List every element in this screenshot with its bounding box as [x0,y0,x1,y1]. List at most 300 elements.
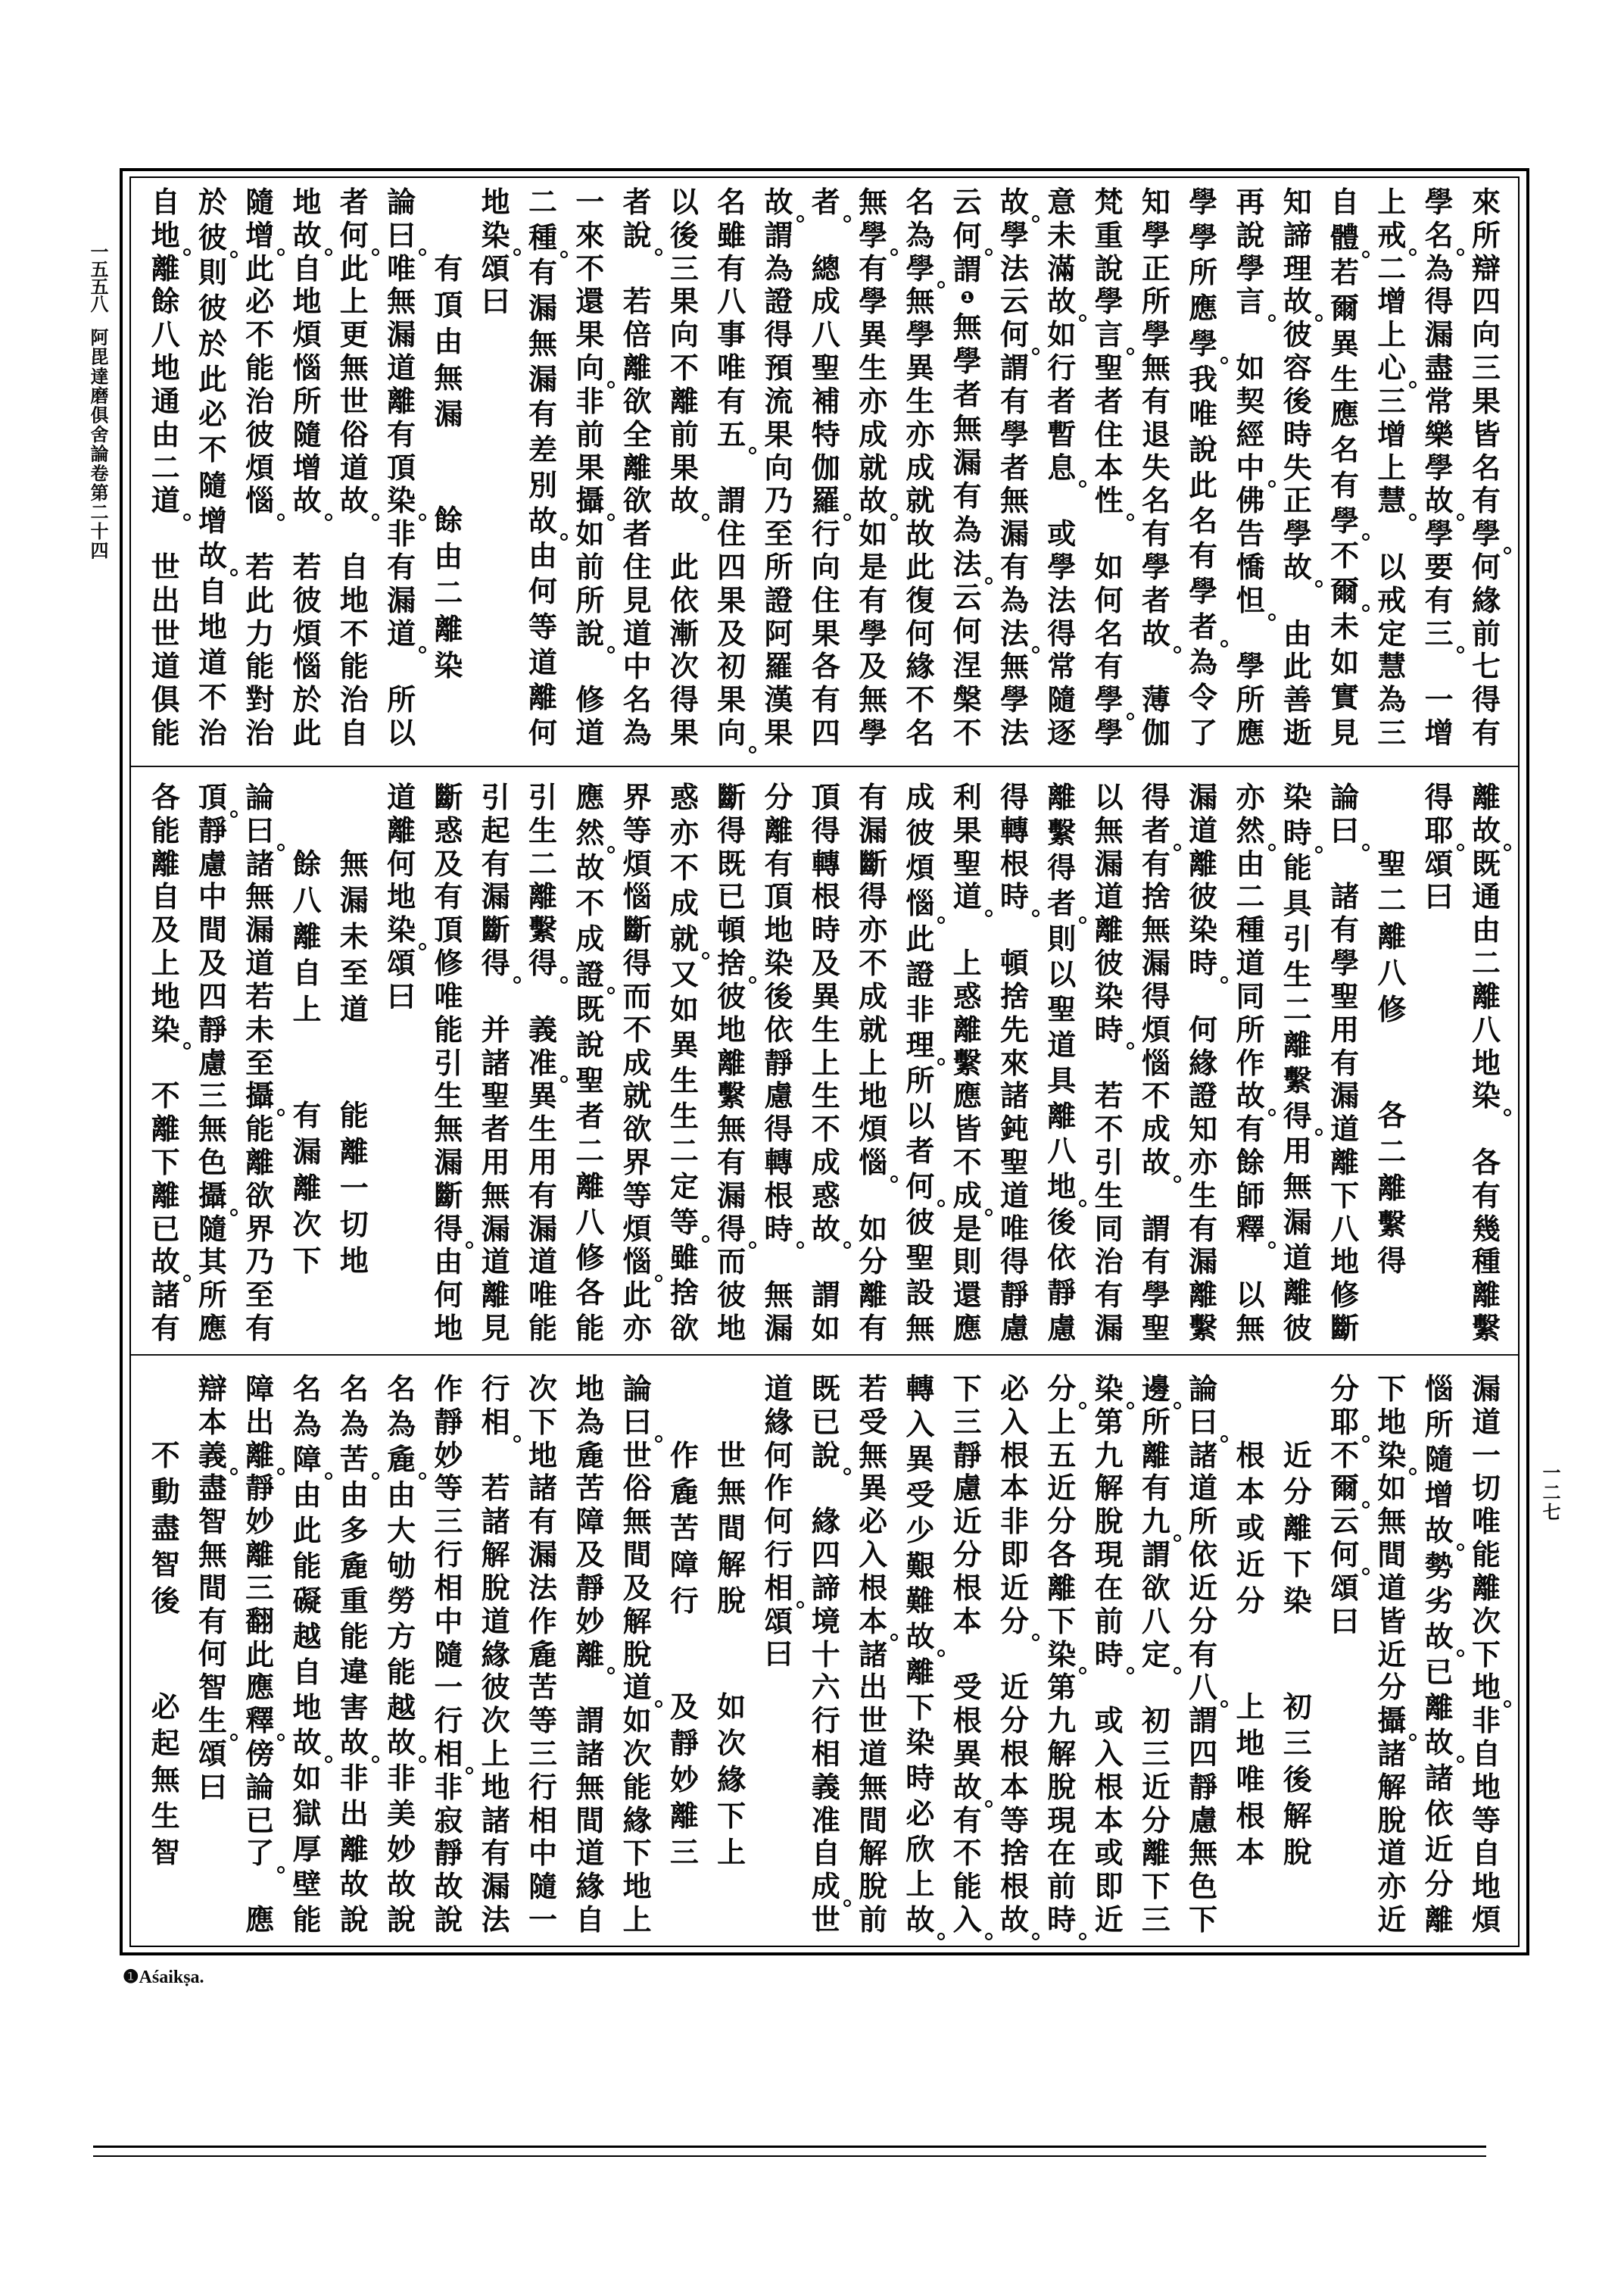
character: 攝 [243,1079,276,1113]
punctuation-mark [655,1435,662,1443]
character: 行 [434,1703,463,1738]
character: 由 [339,1478,369,1512]
character: 脫 [481,1570,510,1605]
character: 唯 [999,1211,1029,1246]
character: 故 [951,1771,984,1804]
character: 異 [811,978,840,1013]
character: 有 [1330,913,1360,947]
character: 麁 [339,1548,369,1583]
character: 異 [859,1471,888,1506]
character: 學 [1094,284,1124,319]
character: 此 [622,1278,652,1312]
character: 中 [1234,451,1267,485]
verse-line [291,1097,324,1279]
character: 三 [1377,716,1407,750]
punctuation-mark [655,248,662,256]
character: 學 [1189,220,1218,254]
character: 名 [292,1372,322,1406]
character: 世 [151,616,180,651]
character: 如 [859,1211,888,1246]
character: 近 [1377,1902,1407,1937]
character: 學 [1186,327,1220,360]
character: 故 [998,1903,1031,1937]
character: 靜 [764,1045,793,1080]
character: 爾 [1328,575,1361,608]
character: 前 [859,1902,888,1937]
character: 時 [906,1761,935,1796]
character: 下 [292,1244,322,1278]
character: 違 [339,1654,369,1689]
character: 生 [151,1799,180,1833]
character: 上 [1377,317,1407,352]
character: 地 [1330,1244,1360,1279]
character: 由 [434,1244,463,1279]
blank-space [856,1179,890,1212]
character: 無 [1189,1836,1218,1871]
character: 法 [999,251,1029,286]
character: 欣 [906,1831,935,1866]
character: 有 [528,1178,557,1212]
character: 同 [1094,1211,1124,1246]
character: 染 [385,913,418,947]
blank-space [621,252,654,286]
bottom-rule [93,2146,1486,2148]
text-column [668,781,701,1345]
character: 能 [952,1869,982,1904]
character: 隨 [292,417,322,451]
character: 羅 [809,484,843,517]
punctuation-mark [843,1899,851,1907]
character: 漏 [999,517,1029,551]
character: 作 [764,1471,793,1506]
character: 所 [1189,255,1218,290]
blank-space [998,913,1031,947]
blank-space [1423,650,1456,683]
character: 倍 [622,317,652,352]
character: 解 [622,1603,652,1638]
character: 離 [387,813,416,847]
verse-column [149,1372,182,1937]
character: 相 [762,1571,796,1605]
character: 皆 [1471,417,1501,451]
character: 慧 [1377,649,1407,684]
character: 未 [339,919,369,953]
character: 得 [1471,682,1501,717]
punctuation-mark [1220,1435,1228,1443]
character: 下 [1141,1869,1170,1904]
character: 諸 [575,1736,605,1771]
character: 多 [339,1512,369,1547]
character: 常 [1424,383,1454,418]
character: 靜 [198,1012,227,1047]
taisho-number: 一五五八 [87,242,109,312]
character: 染 [1470,1079,1503,1113]
character: 無 [952,309,982,344]
character: 成 [859,417,888,451]
character: 八 [1330,1211,1360,1246]
character: 有 [528,1504,557,1539]
character: 在 [1094,1570,1124,1605]
character: 容 [1283,351,1312,385]
character: 妙 [245,1504,275,1539]
character: 依 [764,1012,793,1047]
character: 三 [245,1570,275,1605]
punctuation-mark [890,248,898,256]
character: 論 [1330,780,1360,814]
character: 此 [198,361,227,396]
character: 而 [717,1244,747,1279]
character: 增 [292,450,322,485]
character: 次 [669,649,699,684]
punctuation-mark [1079,480,1086,488]
character: 下 [528,1404,557,1439]
text-column [291,186,324,750]
verse-column [432,186,465,750]
character: 道 [198,644,227,679]
character: 根 [811,879,840,914]
character: 及 [717,616,747,651]
punctuation-mark [560,251,568,258]
character: 離 [151,1112,180,1147]
text-column [196,781,229,1345]
character: 漏 [387,582,416,617]
character: 生 [528,813,557,847]
character: 道 [1377,1836,1407,1871]
verse-line [1234,1437,1267,1619]
character: 已 [245,1802,275,1837]
blank-space [385,650,418,683]
blank-space [1234,617,1267,651]
character: 應 [245,1902,275,1937]
punctuation-mark [1127,1667,1134,1674]
character: 有 [481,1836,510,1871]
character: 上 [811,1045,840,1080]
text-column [1139,1372,1173,1937]
character: 得 [1047,850,1077,885]
character: 頓 [999,946,1029,981]
character: 漏 [245,913,275,947]
character: 頌 [1330,1570,1360,1605]
character: 傍 [245,1736,275,1771]
character: 根 [1236,1438,1265,1472]
character: 故 [1139,617,1173,651]
character: 唯 [434,978,463,1013]
character: 成 [811,284,840,319]
character: 論 [1189,1372,1218,1406]
character: 不 [151,1078,180,1113]
character: 非 [387,1761,416,1796]
character: 繫 [1283,1063,1312,1097]
character: 自 [151,185,180,219]
character: 果 [1471,383,1501,418]
character: 種 [526,221,560,254]
character: 故 [1423,484,1456,517]
character: 為 [999,582,1029,617]
character: 曰 [1186,1406,1220,1439]
character: 何 [1094,582,1124,617]
character: 得 [717,813,747,847]
text-column [1186,781,1220,1345]
character: 入 [859,1537,888,1572]
character: 就 [622,1078,652,1113]
character: 漏 [764,1311,793,1345]
character: 靜 [1189,1769,1218,1804]
character: 道 [859,1736,888,1771]
character: 作 [669,1438,699,1472]
blank-space [762,1245,796,1278]
character: 有 [1471,1178,1501,1212]
character: 離 [1424,1902,1454,1937]
punctuation-mark [985,1209,993,1216]
character: 美 [387,1796,416,1830]
character: 煩 [906,850,935,885]
character: 斷 [717,780,747,814]
punctuation-mark [1457,1649,1464,1657]
character: 如 [859,517,888,551]
punctuation-mark [1504,1109,1511,1116]
character: 有 [999,383,1029,418]
blank-space [809,1245,843,1278]
character: 自 [198,574,227,609]
character: 非 [575,383,605,418]
punctuation-mark [843,215,851,223]
character: 所 [387,682,416,717]
character: 煩 [622,1211,652,1246]
blank-space [809,1471,843,1505]
character: 正 [1283,483,1312,518]
character: 有 [528,397,557,432]
character: 三 [669,1835,699,1869]
character: 三 [1283,1726,1312,1760]
text-column [903,1372,937,1937]
character: 學 [1283,517,1312,551]
character: 曰 [243,814,276,847]
character: 下 [1471,1637,1501,1671]
punctuation-mark [1220,640,1228,648]
character: 頂 [811,780,840,814]
punctuation-mark [1079,916,1086,924]
character: 有 [1141,383,1170,418]
character: 染 [385,484,418,517]
character: 艱 [906,1548,935,1583]
text-column [1375,186,1408,750]
page-number: 一二七 [1539,1463,1561,1522]
character: 復 [906,582,935,617]
character: 道 [1094,879,1124,914]
verse-line [291,846,324,1028]
character: 或 [1047,517,1077,551]
character: 故 [903,1903,937,1937]
character: 得 [622,946,652,981]
character: 聖 [1047,992,1077,1027]
character: 障 [245,1372,275,1406]
character: 有 [1189,1211,1218,1246]
character: 特 [811,417,840,451]
punctuation-mark [749,746,756,754]
character: 三 [1423,617,1456,651]
character: 不 [952,1836,982,1871]
verse-column [291,781,324,1345]
character: 俗 [622,1471,652,1506]
character: 學 [1236,251,1265,286]
character: 名 [1423,219,1456,252]
character: 根 [764,1178,793,1212]
character: 怛 [1234,584,1267,617]
character: 既 [717,846,747,881]
character: 謂 [952,252,982,287]
character: 何 [434,1278,463,1312]
character: 故 [998,186,1031,219]
punctuation-mark [985,910,993,917]
character: 頂 [434,913,463,947]
character: 何 [903,1170,937,1203]
character: 三 [1471,351,1501,385]
punctuation-mark [937,1058,945,1066]
character: 則 [198,255,227,290]
blank-space [1139,650,1173,683]
character: 亦 [1189,1144,1218,1179]
character: 者 [339,185,369,219]
character: 有 [1471,716,1501,750]
text-column [1186,186,1220,750]
character: 等 [622,1178,652,1212]
character: 三 [952,1404,982,1439]
character: 未 [245,1012,275,1047]
character: 得 [1424,284,1454,319]
punctuation-mark [560,533,568,541]
verse-line [668,1689,701,1871]
character: 根 [859,1570,888,1605]
character: 成 [669,886,699,921]
character: 故 [668,484,701,517]
character: 由 [292,1478,322,1512]
character: 亦 [1377,1869,1407,1904]
character: 地 [717,1012,747,1047]
character: 同 [1236,978,1265,1013]
character: 離 [243,1439,276,1472]
character: 并 [481,1012,510,1047]
character: 麁 [575,1437,605,1472]
punctuation-mark [1079,314,1086,322]
text-column [479,186,513,750]
character: 如 [669,992,699,1027]
character: 增 [243,219,276,252]
character: 成 [811,1144,840,1179]
character: 頂 [196,781,229,814]
character: 學 [1189,574,1218,609]
blank-space [1045,484,1078,517]
character: 如 [717,1690,747,1724]
character: 此 [1283,649,1312,684]
character: 及 [669,1690,699,1724]
character: 越 [387,1690,416,1724]
verse-line [149,1689,182,1871]
character: 諦 [811,1570,840,1605]
character: 道 [575,716,605,750]
character: 漏 [434,397,463,431]
character: 斷 [434,1178,463,1212]
character: 有 [859,780,888,814]
character: 靜 [434,1404,463,1439]
character: 道 [481,1244,510,1279]
character: 學 [1189,185,1218,219]
character: 智 [151,1547,180,1581]
blank-space [243,1870,276,1903]
character: 諸 [245,846,275,881]
character: 勢 [1424,1548,1454,1583]
character: 隨 [245,185,275,219]
character: 漏 [528,1211,557,1246]
character: 謂 [764,217,793,252]
character: 阿 [764,616,793,651]
punctuation-mark [890,513,898,521]
character: 何 [387,846,416,881]
verse-column [715,1372,748,1937]
character: 分 [859,1244,888,1279]
character: 修 [575,682,605,717]
character: 惑 [952,978,982,1013]
punctuation-mark [1032,1634,1040,1641]
character: 增 [1424,1478,1454,1512]
character: 還 [575,284,605,319]
character: 上 [859,1045,888,1080]
character: 者 [481,1112,510,1147]
character: 無 [151,1762,180,1796]
character: 障 [291,1443,324,1476]
punctuation-mark [183,248,191,256]
character: 證 [1189,1078,1218,1113]
character: 上 [622,1902,652,1937]
character: 何 [528,716,557,751]
character: 離 [292,919,322,953]
character: 論 [245,1769,275,1804]
character: 煩 [292,317,322,352]
blank-space [1234,1245,1267,1278]
character: 者 [1141,582,1170,617]
punctuation-mark [607,987,615,994]
character: 故 [903,1620,937,1653]
character: 後 [1047,1204,1077,1239]
character: 修 [1377,992,1407,1026]
character: 斷 [481,913,510,947]
character: 學 [859,284,888,319]
character: 常 [1047,649,1077,684]
character: 治 [339,682,369,717]
character: 法 [1047,582,1077,617]
character: 離 [292,1171,322,1205]
character: 意 [1047,185,1077,219]
character: 道 [1330,1112,1360,1147]
character: 靜 [434,1836,463,1871]
character: 脫 [859,1869,888,1904]
character: 不 [669,351,699,385]
character: 已 [1424,1654,1454,1689]
character: 得 [859,879,888,914]
text-column [1423,186,1456,750]
character: 如 [292,1761,322,1796]
character: 能 [1283,850,1312,885]
punctuation-mark [890,1175,898,1183]
character: 有 [764,846,793,881]
character: 名 [1094,616,1124,651]
character: 聖 [999,1144,1029,1179]
text-column [196,186,229,750]
character: 相 [811,1736,840,1771]
punctuation-mark [1220,976,1228,984]
character: 離 [1330,1144,1360,1179]
character: 本 [999,1471,1029,1506]
character: 道 [151,649,180,684]
